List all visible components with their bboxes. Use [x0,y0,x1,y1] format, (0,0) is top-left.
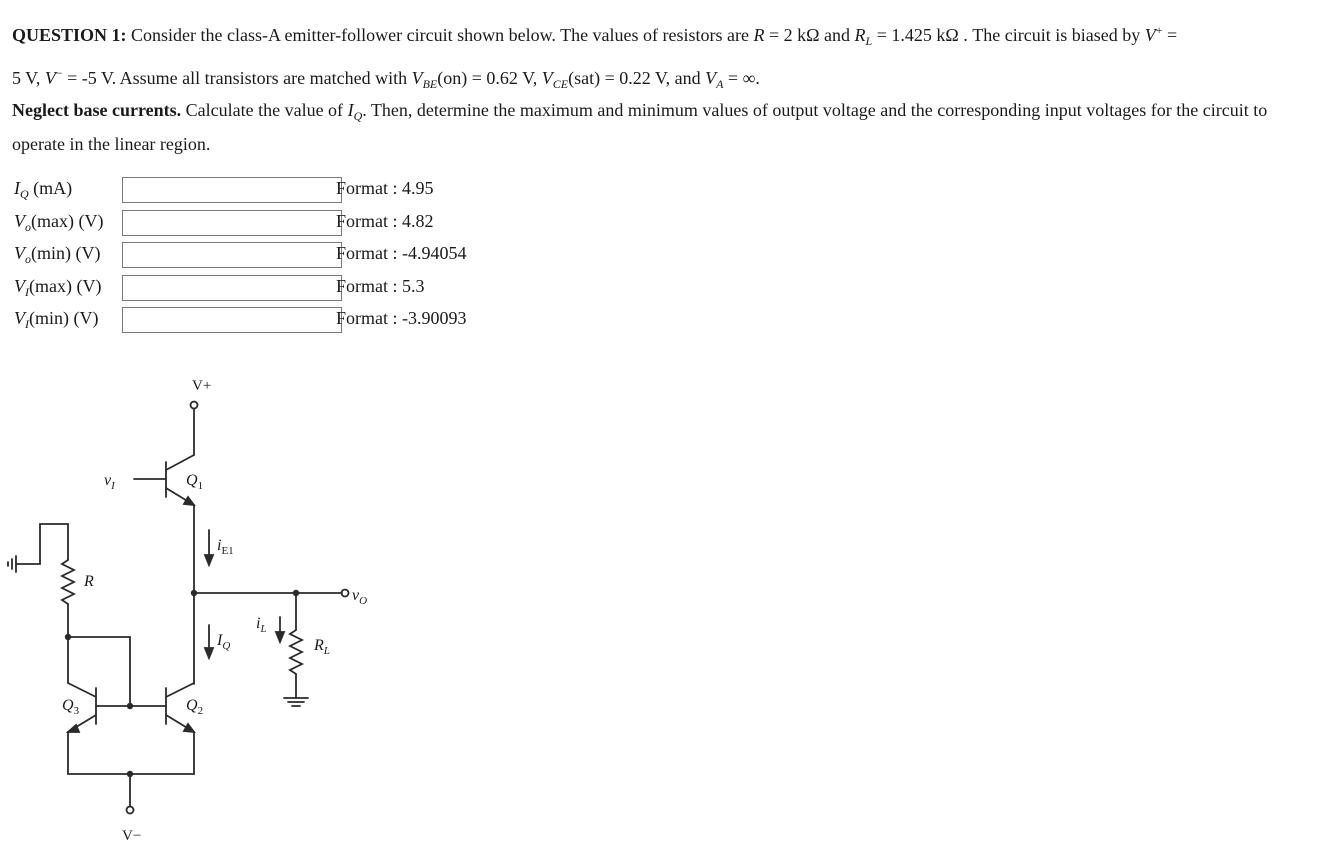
answer-label [14,276,122,300]
answer-format [336,308,467,329]
iq-label: $I_Q$ [217,632,231,652]
vce-value: (sat) = 0.22 V, and [568,68,701,88]
answer-label [14,243,122,267]
il-arrowhead [276,632,284,642]
iq-sub: Q [353,109,363,123]
vplus-terminal [191,402,198,409]
ground-rl-icon [284,698,308,706]
vo-label: $v_O$ [352,587,368,607]
vce-sub: CE [552,77,569,91]
instruction-text [12,96,1312,158]
ground-r-icon [8,556,16,572]
wire-ground-r [16,524,68,564]
junction-dot [65,634,71,640]
iq-arrowhead [205,648,213,658]
format-label: Format : [336,210,398,231]
answer-format [336,178,434,199]
answer-label-sub: o [25,219,31,234]
vbe-symbol: V [411,68,423,88]
instruction-a: Calculate the value of [185,100,344,120]
vminus-label: V− [122,828,142,844]
vbe-sub: BE [422,77,438,91]
va-sub: A [716,77,724,91]
va-value: = ∞. [727,68,760,88]
answer-format [336,276,425,297]
answer-label-symbol: V [14,308,25,328]
answer-label-sub: I [25,317,29,331]
format-label: Format : [336,243,398,263]
question-line1: Consider the class-A emitter-follower circuit shown below. The values of resistors are [131,25,749,45]
r-label: R [84,573,94,590]
vi-label: $v_I$ [104,472,115,492]
iq-symbol: I [347,100,354,120]
junction-dot [127,703,133,709]
vo-min-input[interactable] [122,242,342,268]
q3-label: $Q_3$ [62,697,80,717]
junction-dot [293,590,299,596]
il-label: $i_L$ [256,615,267,635]
r-resistor [62,560,74,604]
rl-value: = 1.425 kΩ . The circuit is biased by [876,25,1141,45]
format-value: 4.82 [402,210,434,231]
vplus-eq: = [1166,25,1178,45]
vplus-label: V+ [192,378,212,394]
vi-min-input[interactable] [122,307,342,333]
wire-emitters-vminus [68,732,194,774]
ie1-arrowhead [205,555,213,565]
question-text [12,14,1312,100]
vplus-symbol: V [1144,25,1156,45]
answer-label-suffix: (min) (V) [29,308,99,328]
iq-input[interactable] [122,177,342,203]
answer-label-suffix: (min) (V) [31,243,101,263]
format-value: 5.3 [402,275,425,296]
instruction-b: . Then, determine the maximum and minimum values of output voltage and the corresponding input voltages for the circuit to operate in the linear region. [12,100,1268,154]
vminus-terminal [127,807,134,814]
rl-label: $R_L$ [314,637,330,657]
format-value: -4.94054 [402,243,467,263]
vi-max-input[interactable] [122,275,342,301]
q1-transistor [134,455,194,505]
answer-label-symbol: V [14,275,25,296]
emitter-follower-circuit-diagram [0,360,420,845]
answer-label [14,178,122,202]
answer-label-symbol: V [14,210,25,231]
r-value: = 2 kΩ and [769,25,851,45]
vplus-sup: + [1155,23,1163,37]
answer-label [14,211,122,235]
q1-label: $Q_1$ [186,472,204,492]
answer-label [14,308,122,332]
answer-label-suffix: (max) (V) [31,210,104,231]
vce-symbol: V [541,68,553,88]
answer-format [336,211,434,232]
instruction-bold: Neglect base currents. [12,100,182,120]
answer-label-suffix: (max) (V) [29,275,102,296]
format-label: Format : [336,178,398,198]
format-label: Format : [336,275,398,296]
question-line2b: = -5 V. Assume all transistors are matched with [67,68,408,88]
ie1-label: $i_{E1}$ [217,537,234,557]
vbe-value: (on) = 0.62 V, [437,68,538,88]
answer-label-sub: o [25,252,31,266]
va-symbol: V [705,68,717,88]
question-title: QUESTION 1: [12,25,127,45]
vo-max-input[interactable] [122,210,342,236]
answer-label-symbol: V [14,243,25,263]
junction-dot [127,771,133,777]
answer-label-sub: I [25,284,29,299]
format-value: 4.95 [402,178,434,198]
answer-label-suffix: (mA) [28,178,73,198]
rl-symbol: R [854,25,866,45]
q2-label: $Q_2$ [186,697,204,717]
vminus-symbol: V [44,68,56,88]
answer-label-symbol: I [14,178,20,198]
rl-resistor [290,630,302,674]
format-value: -3.90093 [402,308,467,328]
format-label: Format : [336,308,398,328]
wire-q3-diode-connection [68,637,130,706]
vminus-sup: − [55,66,63,80]
question-line2a: 5 V, [12,68,41,88]
r-symbol: R [753,25,765,45]
junction-dot [191,590,197,596]
rl-sub: L [865,34,873,48]
answer-format [336,243,467,264]
answer-label-sub: Q [20,187,29,201]
